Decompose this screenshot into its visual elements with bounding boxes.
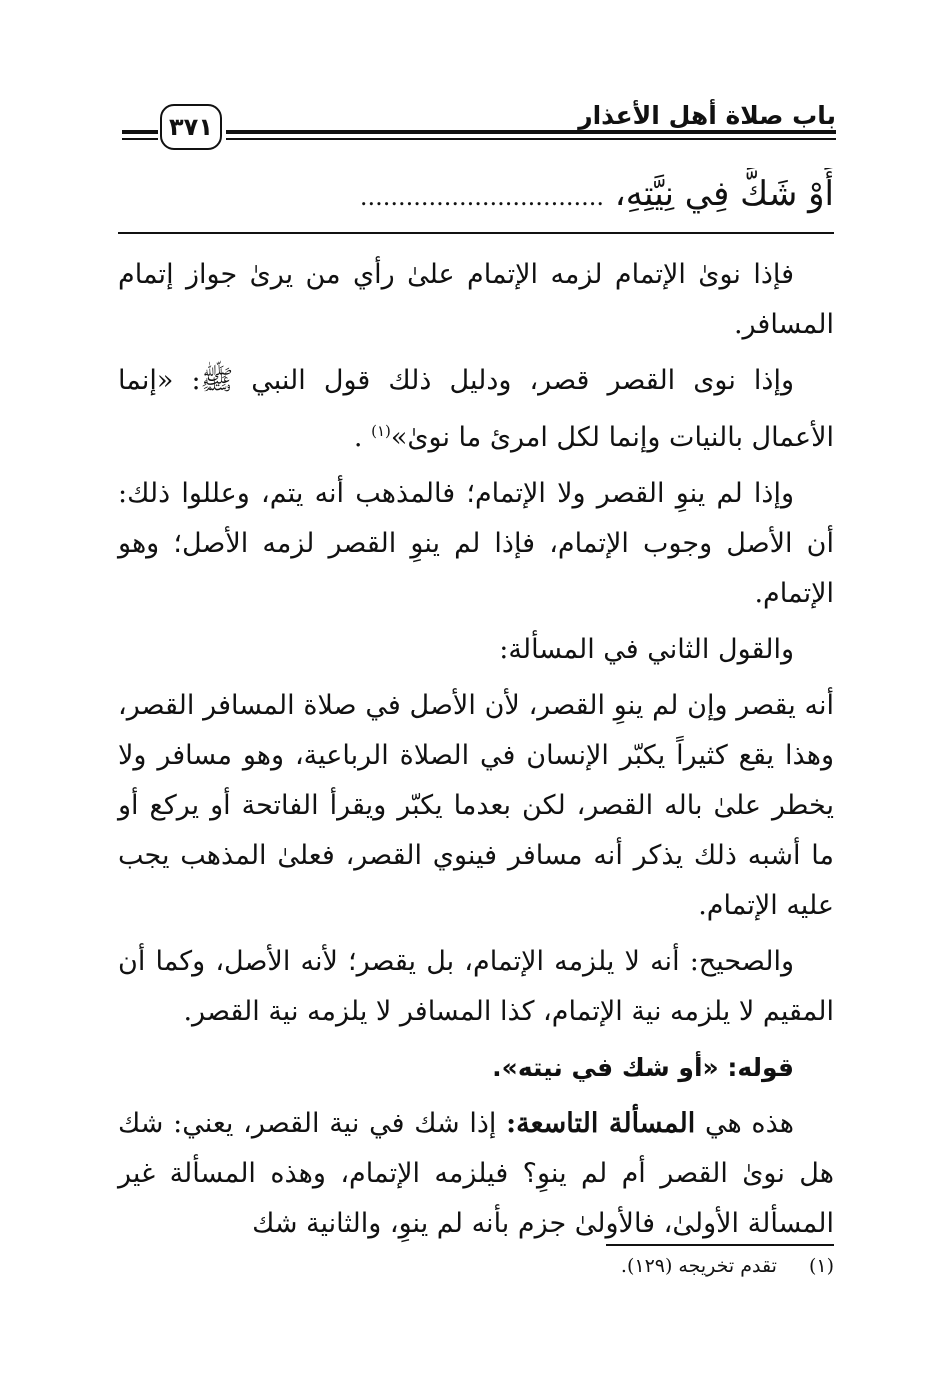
paragraph: فإذا نوىٰ الإتمام لزمه الإتمام علىٰ رأي من يرىٰ جواز إتمام المسافر.: [118, 259, 834, 340]
footnote-text: تقدم تخريجه (١٢٩).: [620, 1255, 777, 1277]
paragraph: هذه هي المسألة التاسعة: إذا شك في نية القصر، يعني: شك هل نوىٰ القصر أم لم ينوِ؟ فيلزمه الإتمام، وهذه المسألة غير المسألة الأولىٰ، فالأولىٰ جزم بأنه لم ينوِ، والثانية شك: [118, 1108, 834, 1239]
paragraph: أنه يقصر وإن لم ينوِ القصر، لأن الأصل في صلاة المسافر القصر، وهذا يقع كثيراً يكبّر الإنسان في الصلاة الرباعية، وهو مسافر ولا يخطر علىٰ باله القصر، لكن بعدما يكبّر ويقرأ الفاتحة أو يركع أو ما أشبه ذلك يذكر أنه مسافر فينوي القصر، فعلىٰ المذهب يجب عليه الإتمام.: [118, 690, 834, 921]
header-rule-thick: [122, 130, 836, 134]
commentary-body: [118, 250, 834, 1255]
qawluhu-quote: «أو شك في نيته».: [492, 1053, 719, 1082]
chapter-title: باب صلاة أهل الأعذار: [578, 101, 836, 130]
paragraph: وإذا نوى القصر قصر، ودليل ذلك قول النبي ﷺ: «إنما الأعمال بالنيات وإنما لكل امرئ ما نوىٰ»$^{(١)}$ .: [118, 365, 834, 453]
qawluhu-heading: [118, 1043, 834, 1093]
matn-line: [118, 168, 834, 223]
issue-label: المسألة التاسعة:: [506, 1108, 696, 1139]
footnote-number: (١): [808, 1255, 834, 1277]
matn-dots: ................................: [359, 183, 604, 211]
matn-text: أَوْ شَكَّ فِي نِيَّتِهِ،: [614, 174, 834, 214]
page-number-text: ٣٧١: [169, 113, 213, 141]
paragraph: والصحيح: أنه لا يلزمه الإتمام، بل يقصر؛ لأنه الأصل، وكما أن المقيم لا يلزمه نية الإتمام، كذا المسافر لا يلزمه نية القصر.: [118, 946, 834, 1027]
paragraph: والقول الثاني في المسألة:: [499, 634, 794, 665]
footnote-ref: (١): [371, 422, 391, 440]
footnote: [621, 1252, 834, 1280]
header-rule-thin: [122, 138, 836, 140]
page-number: [160, 104, 222, 150]
paragraph: وإذا لم ينوِ القصر ولا الإتمام؛ فالمذهب أنه يتم، وعللوا ذلك: أن الأصل وجوب الإتمام، فإذا لم ينوِ القصر لزمه الأصل؛ وهو الإتمام.: [118, 478, 834, 609]
footnote-rule: [606, 1244, 834, 1246]
matn-divider: [118, 232, 834, 234]
qawluhu-label: قوله:: [727, 1053, 794, 1082]
